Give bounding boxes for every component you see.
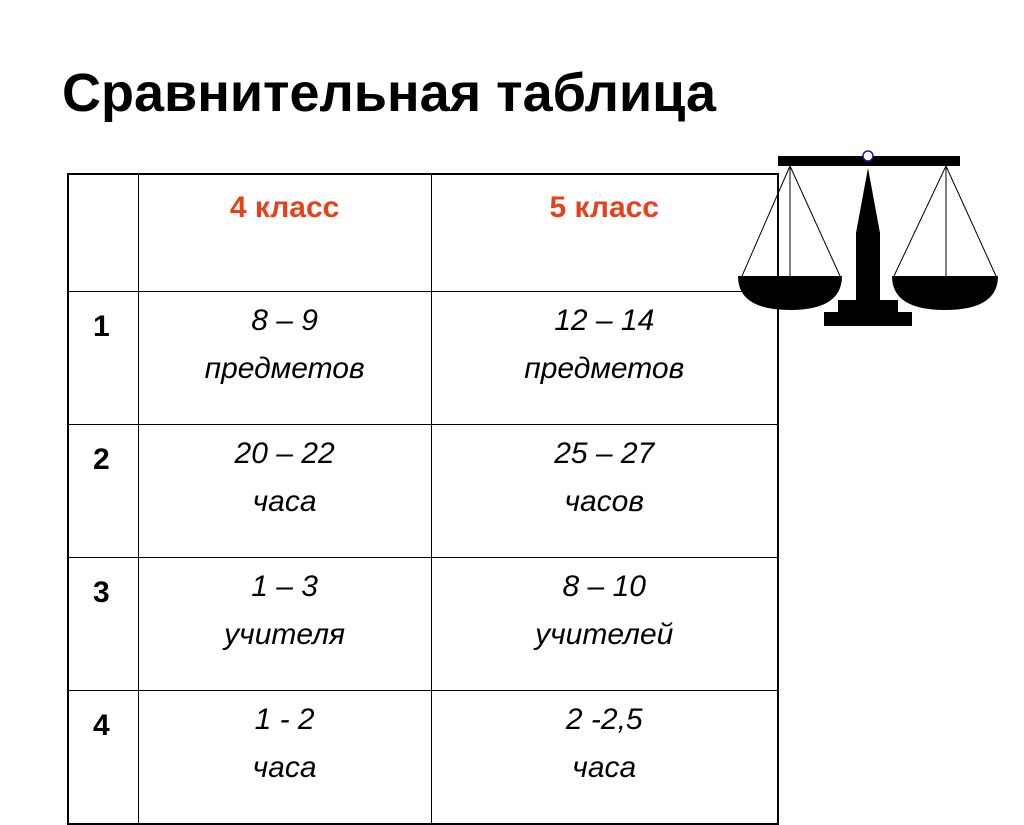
value-range: 20 – 22 <box>234 437 335 470</box>
scales-left-pan <box>738 276 842 310</box>
grade-5-cell <box>431 425 778 558</box>
value-range: 12 – 14 <box>554 304 655 337</box>
scales-post <box>856 168 880 308</box>
scales-base-top <box>838 300 898 312</box>
scales-base <box>824 312 912 326</box>
header-empty-cell <box>68 174 138 292</box>
grade-4-cell <box>138 425 431 558</box>
value-unit: часа <box>572 751 637 784</box>
scales-right-pan <box>892 276 998 310</box>
grade-4-cell <box>138 691 431 825</box>
value-range: 2 -2,5 <box>565 703 643 736</box>
value-unit: учителя <box>224 618 346 651</box>
value-unit: предметов <box>204 352 365 385</box>
grade-5-cell <box>431 691 778 825</box>
scales-pivot <box>863 151 873 161</box>
table-row <box>68 691 778 825</box>
slide-title: Сравнительная таблица <box>62 63 717 123</box>
grade-5-cell <box>431 292 778 425</box>
scales-string <box>894 166 946 276</box>
value-range: 8 – 9 <box>251 304 318 337</box>
table-row <box>68 292 778 425</box>
grade-4-cell <box>138 292 431 425</box>
header-grade-4: 4 класс <box>138 174 431 292</box>
value-unit: учителей <box>535 618 674 651</box>
header-grade-5: 5 класс <box>431 174 778 292</box>
scales-string <box>742 166 790 276</box>
value-range: 1 - 2 <box>254 703 315 736</box>
value-range: 1 – 3 <box>251 570 318 603</box>
row-number: 4 <box>68 691 138 825</box>
scales-string <box>946 166 996 276</box>
value-range: 25 – 27 <box>554 437 655 470</box>
table-row <box>68 425 778 558</box>
value-range: 8 – 10 <box>562 570 646 603</box>
row-number: 1 <box>68 292 138 425</box>
row-number: 3 <box>68 558 138 691</box>
scales-string <box>790 166 840 276</box>
grade-4-cell <box>138 558 431 691</box>
value-unit: часа <box>252 485 317 518</box>
row-number: 2 <box>68 425 138 558</box>
table-row <box>68 558 778 691</box>
balance-scales-icon <box>730 138 1002 330</box>
comparison-table <box>67 173 779 825</box>
value-unit: часа <box>252 751 317 784</box>
value-unit: предметов <box>524 352 685 385</box>
grade-5-cell <box>431 558 778 691</box>
table-header-row <box>68 174 778 292</box>
value-unit: часов <box>564 485 645 518</box>
